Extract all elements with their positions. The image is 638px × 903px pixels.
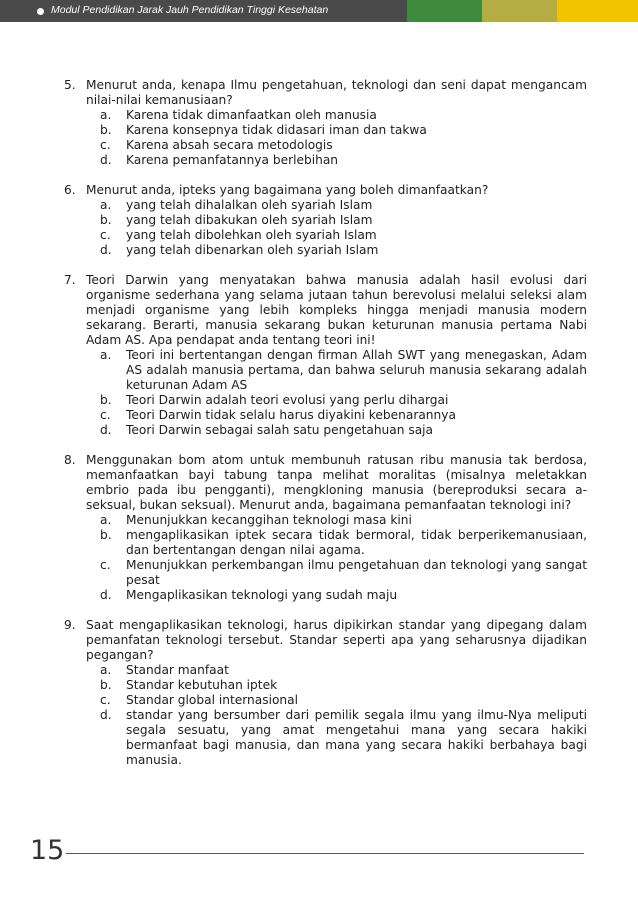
option-letter: d. [100,588,112,602]
option-letter: a. [100,198,112,212]
option-text: mengaplikasikan iptek secara tidak bermoral, tidak berperikemanusiaan, dan bertentangan dengan nilai agama. [126,528,587,557]
option-text: Karena tidak dimanfaatkan oleh manusia [126,108,377,122]
answer-option [86,588,587,603]
answer-option [86,153,587,168]
question-number: 7. [64,273,76,287]
answer-option [86,348,587,393]
question-body [86,183,587,258]
header-title: Modul Pendidikan Jarak Jauh Pendidikan Tinggi Kesehatan [51,4,329,16]
option-text: yang telah dibolehkan oleh syariah Islam [126,228,377,242]
answer-option [86,678,587,693]
option-text: Teori Darwin tidak selalu harus diyakini kebenarannya [126,408,456,422]
question-body [86,273,587,438]
option-letter: b. [100,678,112,692]
bullet-icon [37,8,44,15]
header-olive-block [482,0,557,22]
option-letter: a. [100,663,112,677]
option-text: Teori Darwin sebagai salah satu pengetahuan saja [126,423,434,437]
answer-option [86,213,587,228]
answer-option [86,228,587,243]
option-text: Menunjukkan perkembangan ilmu pengetahuan dan teknologi yang sangat pesat [126,558,587,587]
question-text: Saat mengaplikasikan teknologi, harus dipikirkan standar yang dipegang dalam pemanfatan teknologi tersebut. Standar seperti apa yang seharusnya dijadikan pegangan? [86,618,587,662]
answer-option [86,123,587,138]
answer-option [86,423,587,438]
option-letter: b. [100,393,112,407]
answer-option [86,513,587,528]
answer-option [86,198,587,213]
option-text: Standar manfaat [126,663,229,677]
answer-option [86,108,587,123]
question-item [64,618,587,768]
option-text: standar yang bersumber dari pemilik segala ilmu yang ilmu-Nya meliputi segala sesuatu, yang amat mengetahui mana yang secara hakiki bermanfaat bagi manusia, dan mana yang secara hakiki berbahaya bagi manusia. [126,708,587,767]
answer-option [86,408,587,423]
option-text: Karena absah secara metodologis [126,138,333,152]
question-number: 9. [64,618,76,632]
header-bar [0,0,407,22]
option-letter: c. [100,138,111,152]
answer-option [86,693,587,708]
question-body [86,453,587,603]
answer-option [86,138,587,153]
option-letter: c. [100,228,111,242]
answer-option [86,528,587,558]
option-letter: d. [100,423,112,437]
question-text: Menggunakan bom atom untuk membunuh ratusan ribu manusia tak berdosa, memanfaatkan bayi tabung tanpa melihat moralitas (misalnya meletakkan embrio pada ibu pengganti), mengkloning manusia (bereproduksi secara a-seksual, bukan seksual). Menurut anda, bagaimana pemanfaatan teknologi ini? [86,453,587,512]
question-number: 5. [64,78,76,92]
option-text: Menunjukkan kecanggihan teknologi masa kini [126,513,412,527]
question-text: Menurut anda, ipteks yang bagaimana yang boleh dimanfaatkan? [86,183,489,197]
option-letter: c. [100,408,111,422]
option-text: Teori ini bertentangan dengan firman Allah SWT yang menegaskan, Adam AS adalah manusia pertama, dan bahwa seluruh manusia sekarang adalah keturunan Adam AS [126,348,587,392]
question-text: Teori Darwin yang menyatakan bahwa manusia adalah hasil evolusi dari organisme sederhana yang selama jutaan tahun berevolusi melalui seleksi alam menjadi organisme yang lebih kompleks hingga menjadi manusia modern sekarang. Berarti, manusia sekarang bukan keturunan manusia pertama Nabi Adam AS. Apa pendapat anda tentang teori ini! [86,273,587,347]
option-letter: a. [100,513,112,527]
option-text: Mengaplikasikan teknologi yang sudah maju [126,588,398,602]
option-letter: b. [100,528,112,542]
option-letter: c. [100,693,111,707]
option-letter: a. [100,108,112,122]
option-letter: c. [100,558,111,572]
option-letter: b. [100,213,112,227]
option-text: Karena pemanfatannya berlebihan [126,153,339,167]
option-text: yang telah dibenarkan oleh syariah Islam [126,243,379,257]
answer-option [86,558,587,588]
option-text: Karena konsepnya tidak didasari iman dan takwa [126,123,427,137]
footer-rule [66,853,584,854]
question-body [86,78,587,168]
option-letter: d. [100,708,112,722]
option-text: yang telah dihalalkan oleh syariah Islam [126,198,373,212]
option-letter: d. [100,153,112,167]
answer-option [86,243,587,258]
question-item [64,453,587,603]
option-letter: b. [100,123,112,137]
option-text: Standar global internasional [126,693,298,707]
question-number: 8. [64,453,76,467]
header-green-block [407,0,482,22]
option-text: Standar kebutuhan iptek [126,678,278,692]
question-list [64,78,587,783]
question-body [86,618,587,768]
question-text: Menurut anda, kenapa Ilmu pengetahuan, teknologi dan seni dapat mengancam nilai-nilai kemanusiaan? [86,78,587,107]
option-letter: d. [100,243,112,257]
option-letter: a. [100,348,112,362]
answer-option [86,663,587,678]
question-item [64,273,587,438]
option-text: Teori Darwin adalah teori evolusi yang perlu dihargai [126,393,449,407]
question-number: 6. [64,183,76,197]
answer-option [86,708,587,768]
header-yellow-block [557,0,638,22]
page-number: 15 [30,835,65,866]
question-item [64,78,587,168]
option-text: yang telah dibakukan oleh syariah Islam [126,213,373,227]
page-header [0,0,638,22]
question-item [64,183,587,258]
answer-option [86,393,587,408]
